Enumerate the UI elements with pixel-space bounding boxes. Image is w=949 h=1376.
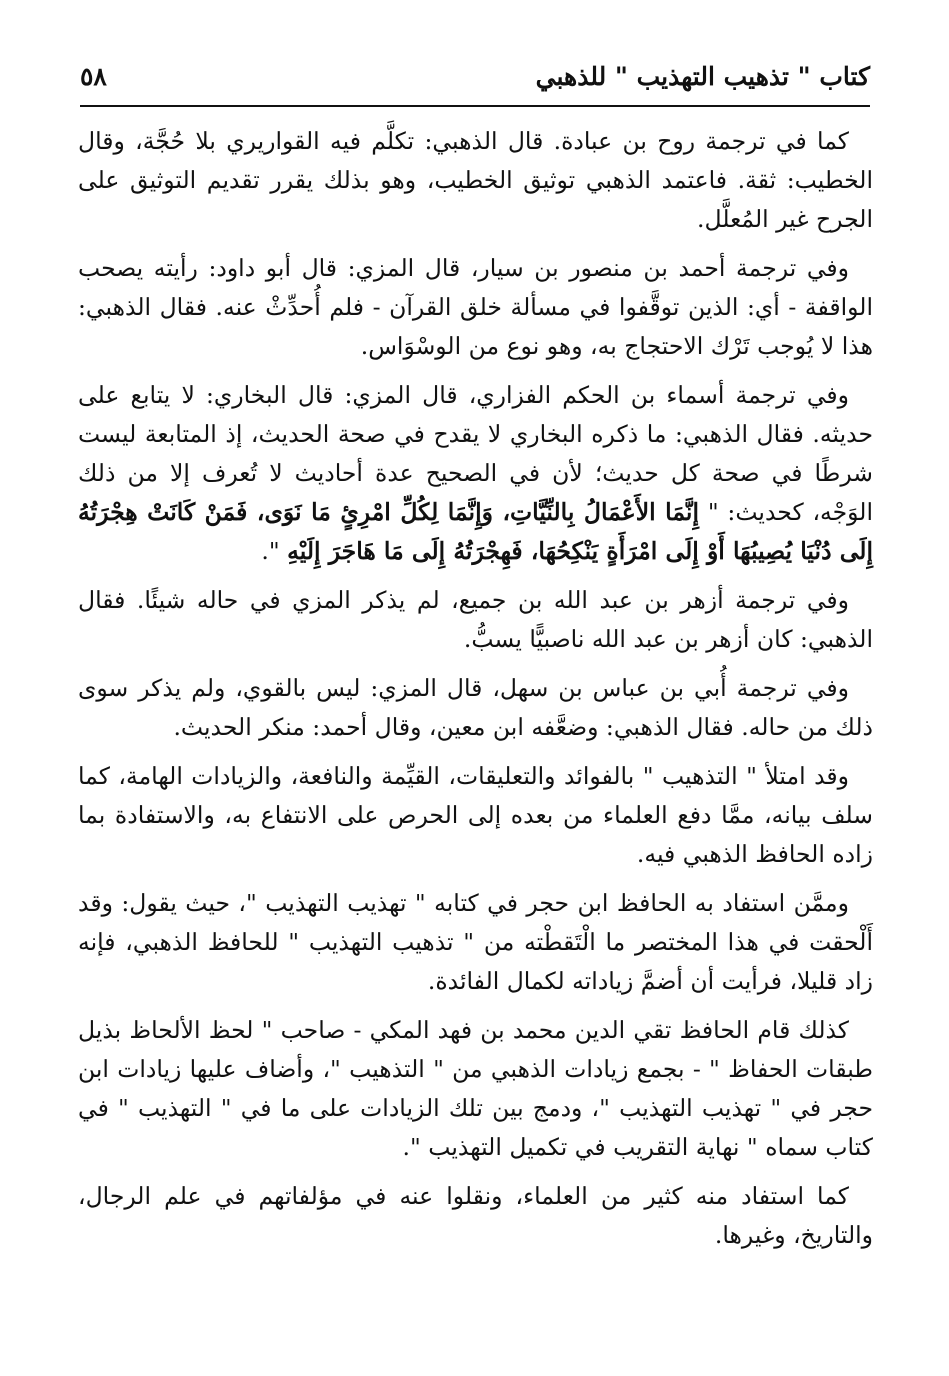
body-text <box>78 122 873 1265</box>
paragraph-1: كما في ترجمة روح بن عبادة. قال الذهبي: تكلَّم فيه القواريري بلا حُجَّة، وقال الخطيب: ثقة. فاعتمد الذهبي توثيق الخطيب، وهو بذلك يقرر تقديم التوثيق على الجرح غير المُعلَّل. <box>78 127 873 233</box>
page-number: ٥٨ <box>80 62 107 91</box>
paragraph-4: وفي ترجمة أزهر بن عبد الله بن جميع، لم يذكر المزي في حاله شيئًا. فقال الذهبي: كان أزهر بن عبد الله ناصبيًّا يسبُّ. <box>78 586 873 653</box>
hadith-quote: إِنَّمَا الأَعْمَالُ بِالنِّيَّاتِ، وَإِنَّمَا لِكُلِّ امْرِئٍ مَا نَوَى، فَمَنْ كَانَتْ هِجْرَتُهُ إِلَى دُنْيَا يُصِيبُهَا أَوْ إِلَى امْرَأَةٍ يَنْكِحُهَا، فَهِجْرَتُهُ إِلَى مَا هَاجَرَ إِلَيْهِ <box>78 498 873 565</box>
paragraph-7: وممَّن استفاد به الحافظ ابن حجر في كتابه " تهذيب التهذيب "، حيث يقول: وقد أَلْحقت في هذا المختصر ما الْتَقطْته من " تذهيب التهذيب " للحافظ الذهبي، فإنه زاد قليلا، فرأيت أن أضمَّ زياداته لكمال الفائدة. <box>78 889 873 995</box>
paragraph-3 <box>78 376 873 571</box>
paragraph-2: وفي ترجمة أحمد بن منصور بن سيار، قال المزي: قال أبو داود: رأيته يصحب الواقفة - أي: الذين توقَّفوا في مسألة خلق القرآن - فلم أُحدِّثْ عنه. فقال الذهبي: هذا لا يُوجب تَرْك الاحتجاج به، وهو نوع من الوسْوَاس. <box>78 254 873 360</box>
header-rule <box>80 105 870 107</box>
paragraph-8: كذلك قام الحافظ تقي الدين محمد بن فهد المكي - صاحب " لحظ الألحاظ بذيل طبقات الحفاظ " - بجمع زيادات الذهبي من " التذهيب "، وأضاف عليها زيادات ابن حجر في " تهذيب التهذيب "، ودمج بين تلك الزيادات على ما في " التهذيب " في كتاب سماه " نهاية التقريب في تكميل التهذيب ". <box>78 1016 873 1161</box>
paragraph-3-lead: وفي ترجمة أسماء بن الحكم الفزاري، قال المزي: قال البخاري: لا يتابع على حديثه. فقال الذهبي: ما ذكره البخاري لا يقدح في صحة الحديث، إذ المتابعة ليست شرطًا في صحة كل حديث؛ لأن في الصحيح عدة أحاديث لا تُعرف إلا من ذلك الوَجْه، كحديث: " <box>78 381 873 526</box>
paragraph-5: وفي ترجمة أُبي بن عباس بن سهل، قال المزي: ليس بالقوي، ولم يذكر سوى ذلك من حاله. فقال الذهبي: وضعَّفه ابن معين، وقال أحمد: منكر الحديث. <box>78 674 873 741</box>
paragraph-3-tail: ". <box>261 537 280 565</box>
running-header <box>80 58 870 104</box>
header-title: كتاب " تذهيب التهذيب " للذهبي <box>535 62 870 91</box>
paragraph-9: كما استفاد منه كثير من العلماء، ونقلوا عنه في مؤلفاتهم في علم الرجال، والتاريخ، وغيرها. <box>78 1182 873 1249</box>
paragraph-6: وقد امتلأ " التذهيب " بالفوائد والتعليقات، القيِّمة والنافعة، والزيادات الهامة، كما سلف بيانه، ممَّا دفع العلماء من بعده إلى الحرص على الانتفاع به، والاستفادة بما زاده الحافظ الذهبي فيه. <box>78 762 873 868</box>
